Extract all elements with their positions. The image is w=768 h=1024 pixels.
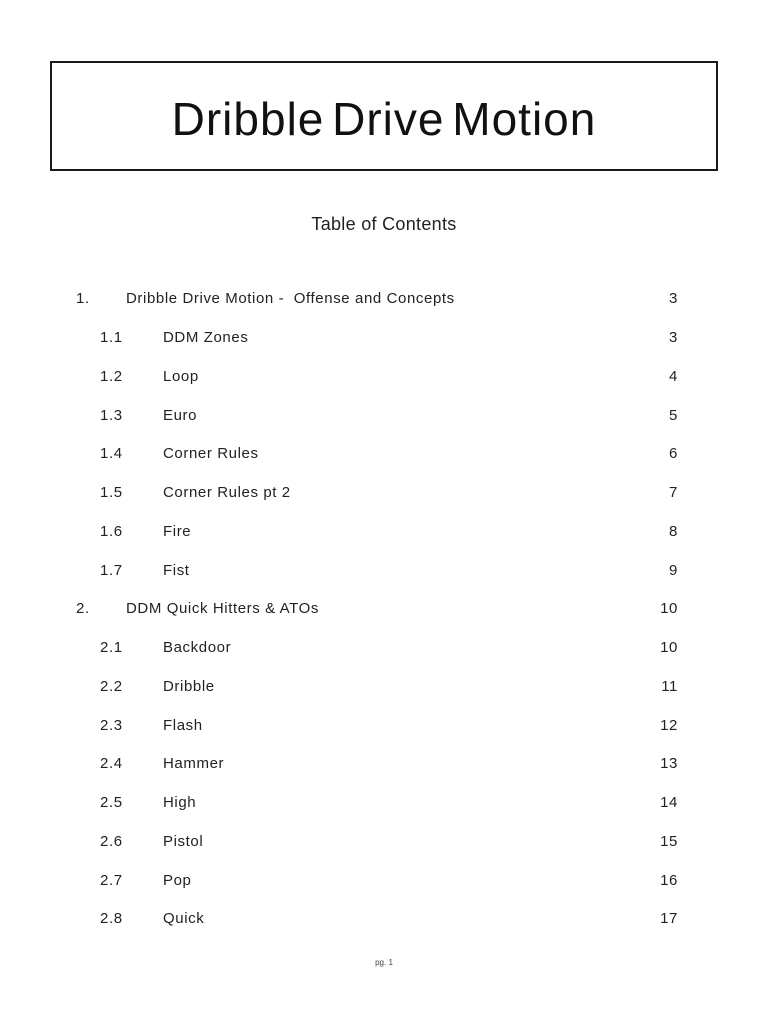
toc-entry-page: 3 <box>669 290 678 307</box>
toc-entry-label: Pistol <box>163 833 204 850</box>
toc-entry-label: Hammer <box>163 755 225 772</box>
toc-entry-number: 1. <box>76 290 90 307</box>
toc-entry-page: 3 <box>669 329 678 346</box>
toc-entry-page: 4 <box>669 368 678 385</box>
toc-entry-page: 6 <box>669 445 678 462</box>
toc-entry[interactable] <box>0 639 768 661</box>
toc-entry[interactable] <box>0 562 768 584</box>
toc-entry-page: 17 <box>660 910 678 927</box>
toc-entry[interactable] <box>0 794 768 816</box>
toc-entry-number: 1.2 <box>100 368 123 385</box>
toc-entry[interactable] <box>0 872 768 894</box>
toc-entry-label: DDM Quick Hitters & ATOs <box>126 600 320 617</box>
toc-entry-label: Pop <box>163 872 192 889</box>
toc-entry-page: 10 <box>660 639 678 656</box>
toc-entry[interactable] <box>0 407 768 429</box>
toc-entry-label: Corner Rules <box>163 445 259 462</box>
toc-entry-label: High <box>163 794 197 811</box>
toc-entry[interactable] <box>0 484 768 506</box>
toc-entry-label: DDM Zones <box>163 329 249 346</box>
toc-entry-label: Fist <box>163 562 190 579</box>
toc-entry[interactable] <box>0 445 768 467</box>
toc-entry-page: 13 <box>660 755 678 772</box>
toc-entry[interactable] <box>0 368 768 390</box>
toc-entry[interactable] <box>0 523 768 545</box>
toc-heading: Table of Contents <box>311 214 457 234</box>
toc-entry-page: 16 <box>660 872 678 889</box>
toc-entry-page: 7 <box>669 484 678 501</box>
toc-entry-page: 14 <box>660 794 678 811</box>
toc-entry[interactable] <box>0 678 768 700</box>
toc-entry-page: 9 <box>669 562 678 579</box>
toc-entry-number: 2.5 <box>100 794 123 811</box>
toc-entry-page: 11 <box>661 678 678 695</box>
toc-entry-label: Flash <box>163 717 203 734</box>
toc-entry-number: 1.6 <box>100 523 123 540</box>
toc-entry[interactable] <box>0 833 768 855</box>
toc-entry-number: 2.6 <box>100 833 123 850</box>
toc-entry-page: 12 <box>660 717 678 734</box>
page-number-footer: pg. 1 <box>375 958 393 967</box>
toc-entry-label: Dribble <box>163 678 215 695</box>
toc-entry-number: 1.5 <box>100 484 123 501</box>
toc-entry-number: 1.1 <box>100 329 123 346</box>
toc-entry[interactable] <box>0 717 768 739</box>
toc-entry[interactable] <box>0 755 768 777</box>
toc-entry-label: Fire <box>163 523 192 540</box>
toc-entry-number: 2.2 <box>100 678 123 695</box>
toc-entry-number: 1.7 <box>100 562 123 579</box>
toc-entry-number: 2.8 <box>100 910 123 927</box>
document-title: Dribble Drive Motion <box>171 93 597 145</box>
toc-entry[interactable] <box>0 290 768 312</box>
toc-entry-number: 2. <box>76 600 90 617</box>
toc-entry-label: Quick <box>163 910 205 927</box>
toc-entry-number: 1.4 <box>100 445 123 462</box>
toc-entry[interactable] <box>0 910 768 932</box>
toc-entry-page: 15 <box>660 833 678 850</box>
toc-entry-page: 8 <box>669 523 678 540</box>
toc-entry-label: Euro <box>163 407 198 424</box>
toc-entry-page: 5 <box>669 407 678 424</box>
toc-entry-number: 2.7 <box>100 872 123 889</box>
toc-entry-label: Dribble Drive Motion - Offense and Concepts <box>126 290 455 307</box>
toc-entry-label: Corner Rules pt 2 <box>163 484 291 501</box>
toc-entry[interactable] <box>0 600 768 622</box>
toc-entry[interactable] <box>0 329 768 351</box>
toc-entry-number: 2.1 <box>100 639 123 656</box>
toc-entry-number: 1.3 <box>100 407 123 424</box>
toc-entry-label: Backdoor <box>163 639 232 656</box>
toc-entry-label: Loop <box>163 368 199 385</box>
toc-entry-page: 10 <box>660 600 678 617</box>
toc-entry-number: 2.3 <box>100 717 123 734</box>
toc-entry-number: 2.4 <box>100 755 123 772</box>
